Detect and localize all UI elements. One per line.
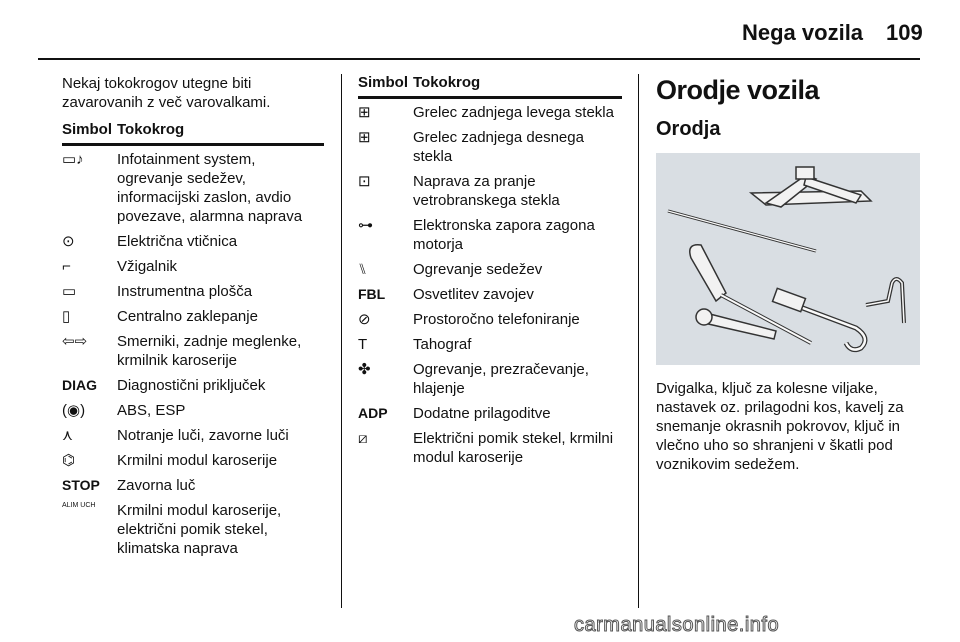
watermark-text: carmanualsonline.info xyxy=(574,614,780,636)
power-window-icon: ⧄ xyxy=(358,430,368,447)
hands-free-phone-icon: ⊘ xyxy=(358,311,371,328)
circuit-label: Smerniki, zadnje meglenke, krmilnik karoserije xyxy=(117,333,302,369)
fuse-row xyxy=(62,307,324,326)
fuse-row xyxy=(62,376,324,395)
left-heated-window-icon: ⊞ xyxy=(358,104,371,121)
circuit-label: Krmilni modul karoserije, električni pomik stekel, klimatska naprava xyxy=(117,502,282,557)
circuit-label: Prostoročno telefoniranje xyxy=(413,311,580,328)
vehicle-tools-section xyxy=(656,74,922,474)
circuit-label: Ogrevanje, prezračevanje, hlajenje xyxy=(413,361,589,397)
fuse-table-2 xyxy=(358,103,622,467)
diag-label: DIAG xyxy=(62,377,97,393)
tools-illustration xyxy=(656,153,920,365)
instrument-panel-icon: ▭ xyxy=(62,283,77,300)
fuse-row xyxy=(358,172,622,210)
circuit-label: Osvetlitev zavojev xyxy=(413,286,534,303)
circuit-label: Krmilni modul karoserije xyxy=(117,452,278,469)
fuse-row xyxy=(358,360,622,398)
circuit-label: Tahograf xyxy=(413,336,472,353)
circuit-header: Tokokrog xyxy=(117,121,185,138)
fuse-row xyxy=(62,232,324,251)
right-heated-window-icon: ⊞ xyxy=(358,129,371,146)
fuse-row xyxy=(358,429,622,467)
column-divider xyxy=(341,74,342,608)
fuse-row xyxy=(358,260,622,279)
infotainment-icon: ▭♪ xyxy=(62,151,84,168)
fuse-column-2 xyxy=(358,74,622,473)
fuse-row xyxy=(62,282,324,301)
fuse-row xyxy=(62,332,324,370)
circuit-label: Dodatne prilagoditve xyxy=(413,405,551,422)
circuit-label: Električna vtičnica xyxy=(117,233,238,250)
fuse-row xyxy=(62,257,324,276)
fuse-row xyxy=(358,285,622,304)
table-header xyxy=(62,121,324,146)
page-header-title: Nega vozila xyxy=(742,20,864,45)
section-subheading: Orodja xyxy=(656,118,721,140)
circuit-label: Notranje luči, zavorne luči xyxy=(117,427,289,444)
fuse-row xyxy=(358,216,622,254)
fuse-row xyxy=(358,128,622,166)
circuit-label: Grelec zadnjega desnega stekla xyxy=(413,129,584,165)
turn-signal-icon: ⇦⇨ xyxy=(62,333,88,350)
fan-icon: ✤ xyxy=(358,361,371,378)
alim-uch-label: ALIM UCH xyxy=(62,502,96,509)
fbl-label: FBL xyxy=(358,286,386,302)
circuit-label: Naprava za pranje vetrobranskega stekla xyxy=(413,173,560,209)
fuse-row xyxy=(62,476,324,495)
jack-head xyxy=(796,167,814,179)
section-heading: Orodje vozila xyxy=(656,75,820,105)
fuse-row xyxy=(358,335,622,354)
symbol-header: Simbol xyxy=(62,121,113,138)
circuit-label: Ogrevanje sedežev xyxy=(413,261,543,278)
tools-drawing xyxy=(656,153,920,365)
fuse-row xyxy=(62,401,324,420)
wheel-wrench xyxy=(690,245,726,301)
circuit-label: Instrumentna plošča xyxy=(117,283,253,300)
fuse-row xyxy=(62,150,324,226)
fuse-row xyxy=(358,103,622,122)
abs-icon: (◉) xyxy=(62,402,86,419)
intro-text: Nekaj tokokrogov utegne biti zavarovanih z več varovalkami. xyxy=(62,75,271,111)
circuit-label: Diagnostični priključek xyxy=(117,377,266,394)
fuse-row xyxy=(62,426,324,445)
tachograph-icon: T xyxy=(358,336,368,353)
fuse-row xyxy=(62,451,324,470)
fuse-column-1 xyxy=(62,74,324,564)
symbol-header: Simbol xyxy=(358,74,409,91)
body-control-icon: ⌬ xyxy=(62,452,76,469)
circuit-label: ABS, ESP xyxy=(117,402,186,419)
header-divider xyxy=(38,58,920,60)
circuit-label: Električni pomik stekel, krmilni modul karoserije xyxy=(413,430,614,466)
power-socket-icon: ⊙ xyxy=(62,233,75,250)
seat-heating-icon: ⑊ xyxy=(358,261,368,278)
fuse-table-1 xyxy=(62,150,324,558)
tools-description: Dvigalka, ključ za kolesne viljake, nastavek oz. prilagodni kos, kavelj za snemanje okrasnih pokrovov, ključ in vlečno uho so shranjeni v škatli pod voznikovim sedežem. xyxy=(656,380,904,473)
adp-label: ADP xyxy=(358,405,388,421)
circuit-label: Elektronska zapora zagona motorja xyxy=(413,217,595,253)
fuse-row xyxy=(358,404,622,423)
circuit-label: Vžigalnik xyxy=(117,258,178,275)
page-number: 109 xyxy=(886,20,923,45)
cigarette-lighter-icon: ⌐ xyxy=(62,258,71,275)
circuit-label: Zavorna luč xyxy=(117,477,196,494)
stop-label: STOP xyxy=(62,477,100,493)
immobiliser-key-icon: ⊶ xyxy=(358,217,373,234)
fuse-row xyxy=(62,501,324,558)
windscreen-washer-icon: ⊡ xyxy=(358,173,371,190)
interior-light-icon: ⋏ xyxy=(62,427,73,444)
column-divider xyxy=(638,74,639,608)
fuse-row xyxy=(358,310,622,329)
circuit-header: Tokokrog xyxy=(413,74,481,91)
circuit-label: Grelec zadnjega levega stekla xyxy=(413,104,614,121)
table-header xyxy=(358,74,622,99)
circuit-label: Infotainment system, ogrevanje sedežev, informacijski zaslon, avdio povezave, alarmna naprava xyxy=(117,151,303,225)
central-locking-icon: ▯ xyxy=(62,308,71,325)
circuit-label: Centralno zaklepanje xyxy=(117,308,258,325)
